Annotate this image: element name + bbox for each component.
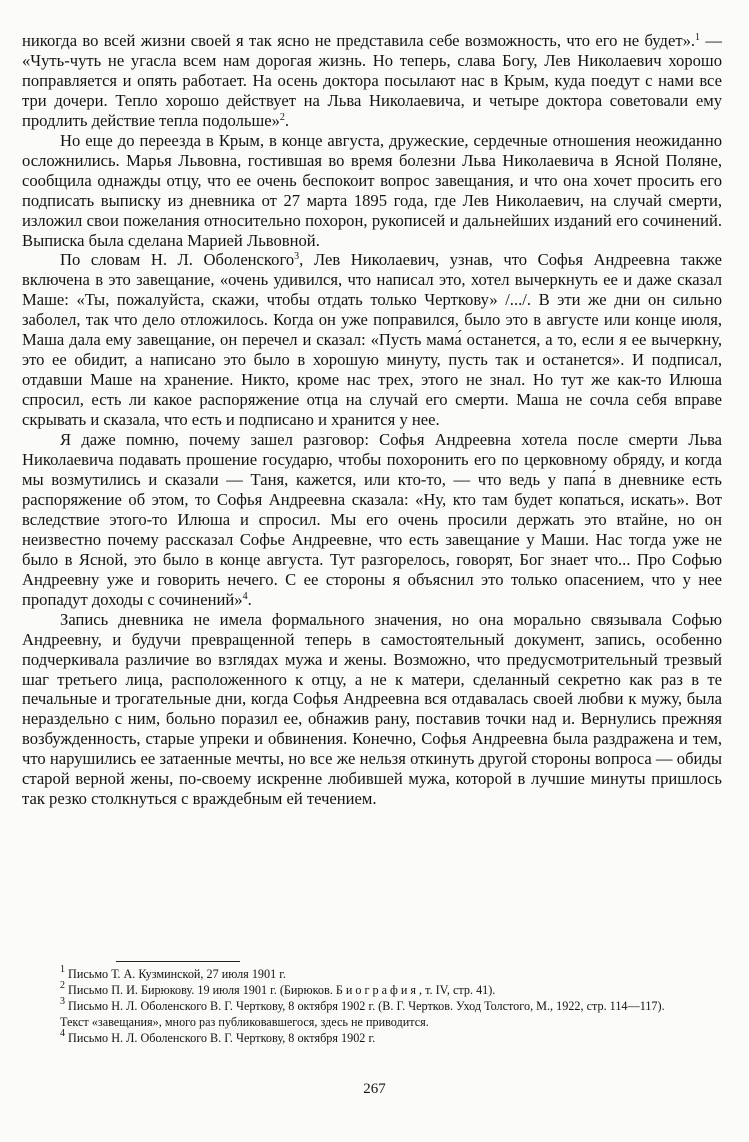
footnote-ref-2: 2	[279, 111, 285, 123]
footnote-2-number: 2	[60, 980, 65, 992]
footnote-ref-1: 1	[695, 32, 701, 43]
footnote-3-text: Письмо Н. Л. Оболенского В. Г. Черткову, 8 октября 1902 г. (В. Г. Чертков. Уход Толстого, М., 1922, стр. 114—117).	[65, 999, 665, 1014]
footnote-3-number: 3	[60, 996, 65, 1008]
footnote-2-text: Письмо П. И. Бирюкову. 19 июля 1901 г. (Бирюков.	[65, 983, 336, 998]
paragraph-3	[22, 250, 722, 430]
paragraph-2: Но еще до переезда в Крым, в конце августа, дружеские, сердечные отношения неожиданно осложнились. Марья Львовна, гостившая во время болезни Льва Николаевича в Ясной Поляне, сообщила однажды отцу, что ее очень беспокоит вопрос завещания, и что она хочет просить его подписать выписку из дневника от 27 марта 1895 года, где Лев Николаевич, на случай смерти, изложил свои пожелания относительно похорон, рукописей и дальнейших изданий его сочинений. Выписка была сделана Марией Львовной.	[22, 130, 722, 250]
footnote-1-text: Письмо Т. А. Кузминской, 27 июля 1901 г.	[65, 967, 286, 981]
footnote-1-number: 1	[60, 964, 65, 975]
paragraph-1-end: .	[284, 110, 290, 130]
footnote-ref-4: 4	[242, 590, 248, 602]
main-text	[22, 31, 722, 809]
footnote-ref-3: 3	[294, 251, 300, 263]
paragraph-3-continued: , Лев Николаевич, узнав, что Софья Андреевна также включена в это завещание, «очень удивился, что написал это, хотел вычеркнуть ее и даже сказал Маше: «Ты, пожалуйста, скажи, чтобы отдать только Черткову» /.../. В эти же дни он сильно заболел, так что дело отложилось. Когда он уже поправился, было это в августе или конце июля, Маша дала ему завещание, он перечел и сказал: «Пусть мама́ останется, а то, если я ее вычеркну, это ее обидит, а написано это было в хорошую минуту, пусть так и останется». И подписал, отдавши Маше на хранение. Никто, кроме нас трех, этого не знал. Но тут же как-то Илюша спросил, есть ли какое распоряжение отца на случай его смерти. Маша не сочла себя вправе скрывать и сказала, что есть и подписано и хранится у нее.	[22, 250, 723, 430]
footnote-2-text-end: , т. IV, стр. 41).	[419, 983, 496, 998]
footnote-1	[22, 966, 722, 982]
paragraph-4-text: Я даже помню, почему зашел разговор: Софья Андреевна хотела после смерти Льва Николаевича подавать прошение государю, чтобы похоронить его по церковному обряду, и когда мы возмутились и сказали — Таня, кажется, или кто-то, — что ведь у папа́ в дневнике есть распоряжение об этом, то Софья Андреевна сказала: «Ну, кто там будет копаться, искать». Вот вследствие этого-то Илюша и спросил. Мы его очень просили держать это втайне, но он неизвестно почему рассказал Софье Андреевне, что есть завещание у Маши. Нас тогда уже не было в Ясной, это было в конце августа. Тут разгорелось, говорят, Бог знает что... Про Софью Андреевну уже и говорить нечего. С ее стороны я объяснил это только опасением, что у нее пропадут доходы с сочинений»	[22, 430, 722, 609]
footnote-4-number: 4	[60, 1028, 65, 1040]
paragraph-3-text: По словам Н. Л. Оболенского	[60, 250, 295, 270]
footnote-4-text: Письмо Н. Л. Оболенского В. Г. Черткову, 8 октября 1902 г.	[65, 1031, 376, 1046]
footnote-separator	[116, 961, 240, 962]
paragraph-4	[22, 430, 722, 610]
footnote-2	[22, 982, 722, 998]
page-number: 267	[363, 1081, 386, 1097]
footnotes	[22, 966, 722, 1046]
paragraph-1-continued: — «Чуть-чуть не угасла всем нам дорогая жизнь. Но теперь, слава Богу, Лев Николаевич хорошо поправляется и опять работает. На осень доктора посылают нас в Крым, куда поедут с нами все три дочери. Тепло хорошо действует на Льва Николаевича, и четыре доктора советовали ему продлить действие тепла подольше»	[22, 31, 722, 130]
footnote-2-title: Биография	[335, 983, 420, 998]
paragraph-1	[22, 31, 722, 131]
footnote-3-remark: Текст «завещания», много раз публиковавшегося, здесь не приводится.	[60, 1015, 429, 1030]
footnote-3	[22, 998, 722, 1014]
paragraph-4-end: .	[247, 589, 252, 609]
paragraph-1-text: никогда во всей жизни своей я так ясно не представила себе возможность, что его не будет».	[22, 31, 696, 50]
paragraph-5: Запись дневника не имела формального значения, но она морально связывала Софью Андреевну, и будучи превращенной теперь в самостоятельный документ, запись, особенно подчеркивала различие во взглядах мужа и жены. Возможно, что предусмотрительный трезвый шаг третьего лица, расположенного к отцу, а не к матери, сделанный секретно как раз в те печальные и трогательные дни, когда Софья Андреевна вся отдавалась своей любви к мужу, была нераздельно с ним, больно поразил ее, обнажив рану, поставив точки над и. Вернулись прежняя возбужденность, старые упреки и обвинения. Конечно, Софья Андреевна была раздражена и тем, что нарушились ее затаенные мечты, но все же нельзя откинуть другой стороны вопроса — обиды старой верной жены, по-своему искренне любившей мужа, которой в лучшие минуты пришлось так резко столкнуться с враждебным ей течением.	[22, 609, 722, 809]
footnote-4	[22, 1030, 722, 1046]
